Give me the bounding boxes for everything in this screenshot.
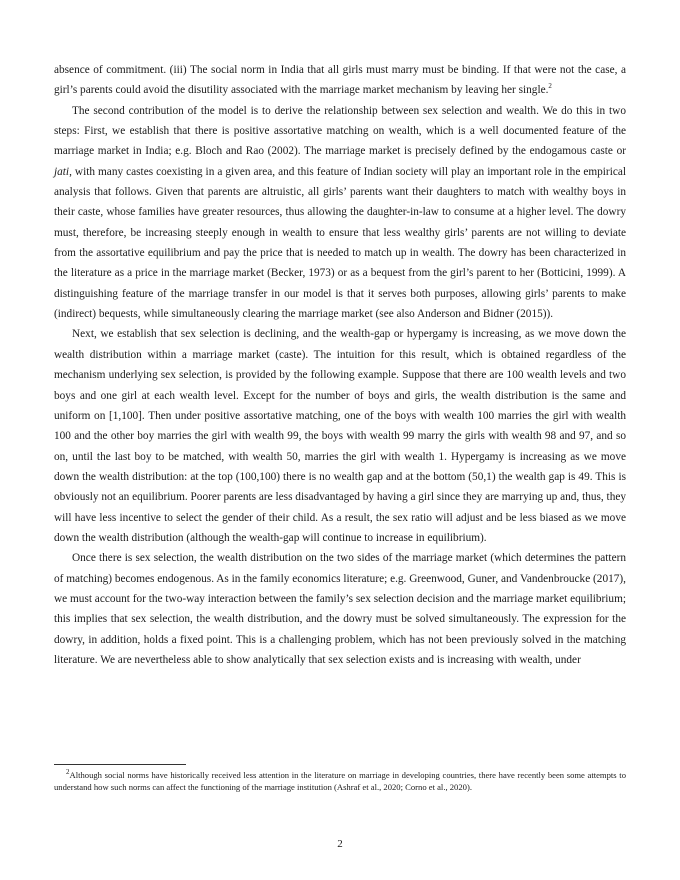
- footnote-text: Although social norms have historically received less attention in the literature on marriage in developing countries, there have recently been some attempts to understand how such norms can affect the functioning of the marriage institution (Ashraf et al., 2020; Corno et al., 2020).: [54, 770, 626, 793]
- page-number: 2: [337, 838, 343, 850]
- paragraph-1-part2: , with many castes coexisting in a given area, and this feature of Indian society will play an important role in the empirical analysis that follows. Given that parents are altruistic, all girls’ parents want their daughters to match with wealthy boys in their caste, whose families have greater resources, thus allowing the daughter-in-law to consume at a higher level. The dowry must, therefore, be increasing steeply enough in wealth to ensure that less wealthy girls’ parents are not willing to deviate from the assortative equilibrium and pay the price that is needed to match up in wealth. The dowry has been characterized in the literature as a price in the marriage market (Becker, 1973) or as a bequest from the girl’s parent to her (Botticini, 1999). A distinguishing feature of the marriage transfer in our model is that it serves both purposes, allowing girls’ parents to make (indirect) bequests, while simultaneously clearing the marriage market (see also Anderson and Bidner (2015)).: [54, 165, 626, 321]
- paragraph-1-part1: The second contribution of the model is to derive the relationship between sex selection and wealth. We do this in two steps: First, we establish that there is positive assortative matching on wealth, which is a well documented feature of the marriage market in India; e.g. Bloch and Rao (2002). The marriage market is precisely defined by the endogamous caste or: [54, 104, 626, 158]
- footnote-divider: [54, 764, 186, 765]
- paragraph-2: Next, we establish that sex selection is declining, and the wealth-gap or hypergamy is increasing, as we move down the wealth distribution within a marriage market (caste). The intuition for this result, which is obtained regardless of the mechanism underlying sex selection, is provided by the following example. Suppose that there are 100 wealth levels and two boys and one girl at each wealth level. Except for the number of boys and girls, the wealth distribution is the same and uniform on [1,100]. Then under positive assortative matching, one of the boys with wealth 100 marries the girl with wealth 100 and the other boy marries the girl with wealth 99, the boys with wealth 99 marry the girls with wealth 98 and 97, and so on, until the last boy to be matched, with wealth 50, marries the girl with wealth 1. Hypergamy is increasing as we move down the wealth distribution: at the top (100,100) there is no wealth gap and at the bottom (50,1) the wealth gap is 49. This is obviously not an equilibrium. Poorer parents are less disadvantaged by having a girl since they are marrying up and, thus, they will have less incentive to select the gender of their child. As a result, the sex ratio will adjust and be less biased as we move down the wealth distribution (although the wealth-gap will continue to increase in equilibrium).: [54, 328, 626, 544]
- paragraph-0: [54, 60, 626, 101]
- footnote: [54, 769, 626, 794]
- footnote-ref[interactable]: 2: [548, 82, 552, 91]
- paragraph-3: Once there is sex selection, the wealth distribution on the two sides of the marriage market (which determines the pattern of matching) becomes endogenous. As in the family economics literature; e.g. Greenwood, Guner, and Vandenbroucke (2017), we must account for the two-way interaction between the family’s sex selection decision and the marriage market equilibrium; this implies that sex selection, the wealth distribution, and the dowry must be solved simultaneously. The expression for the dowry, in addition, holds a fixed point. This is a challenging problem, which has not been previously solved in the matching literature. We are nevertheless able to show analytically that sex selection exists and is increasing with wealth, under: [54, 552, 626, 666]
- paragraph-1-italic: jati: [54, 165, 70, 178]
- footnote-marker: 2: [66, 768, 70, 777]
- body-text: [54, 60, 626, 670]
- paragraph-0-text: absence of commitment. (iii) The social norm in India that all girls must marry must be binding. If that were not the case, a girl’s parents could avoid the disutility associated with the marriage market mechanism by leaving her single.: [54, 64, 626, 97]
- paragraph-1: [54, 101, 626, 325]
